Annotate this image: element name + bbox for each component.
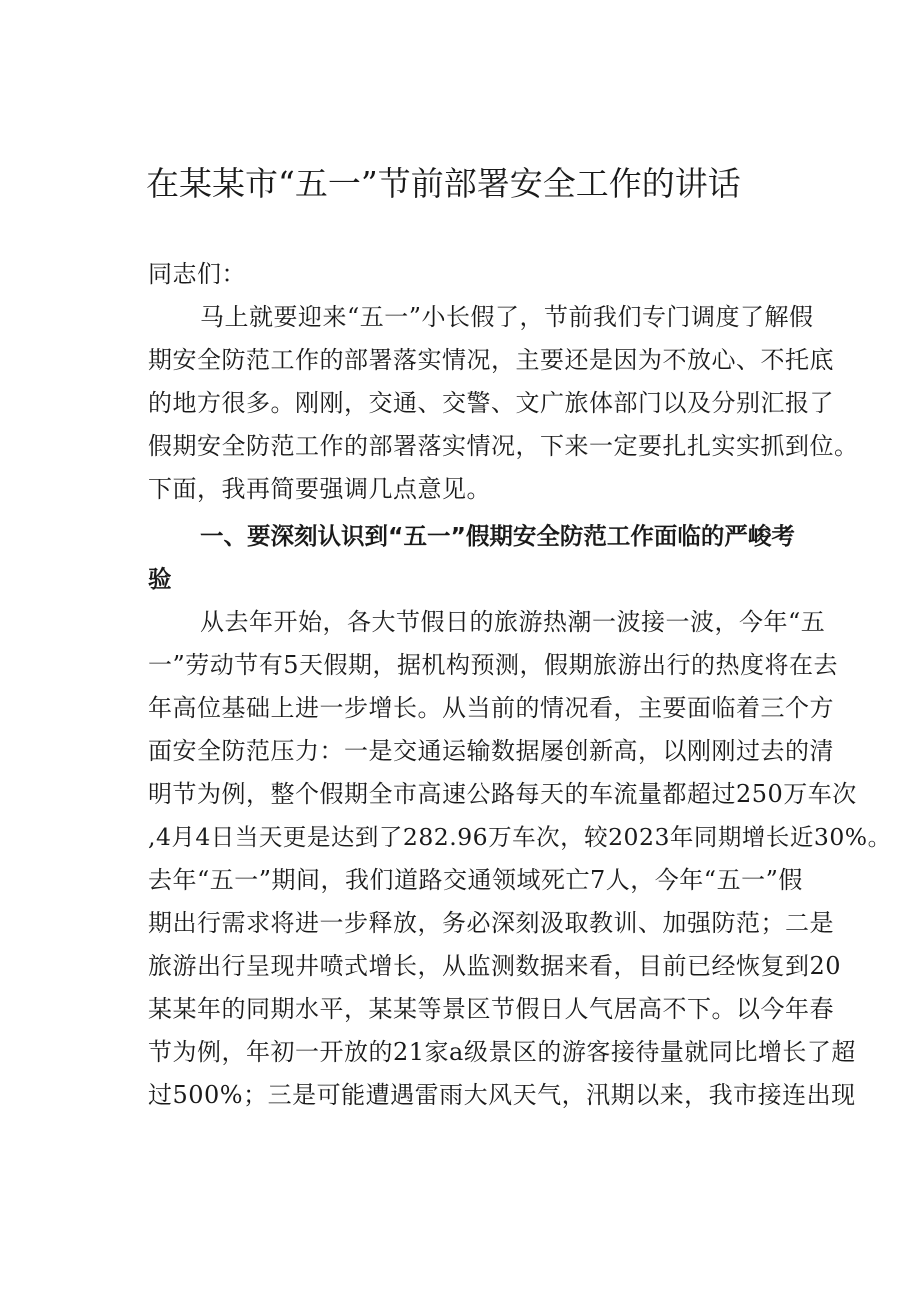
paragraph-line: 旅游出行呈现井喷式增长，从监测数据来看，目前已经恢复到20 <box>148 952 842 980</box>
paragraph-line: 某某年的同期水平，某某等景区节假日人气居高不下。以今年春 <box>148 995 834 1023</box>
section-heading: 一、要深刻认识到“五一”假期安全防范工作面临的严峻考 <box>200 522 795 550</box>
paragraph-line: 一”劳动节有5天假期，据机构预测，假期旅游出行的热度将在去 <box>148 651 839 679</box>
paragraph-line: 去年“五一”期间，我们道路交通领域死亡7人，今年“五一”假 <box>148 866 803 894</box>
paragraph-line: 从去年开始，各大节假日的旅游热潮一波接一波，今年“五 <box>200 608 826 636</box>
paragraph-line: 面安全防范压力：一是交通运输数据屡创新高，以刚刚过去的清 <box>148 737 834 765</box>
paragraph-line: 马上就要迎来“五一”小长假了，节前我们专门调度了解假 <box>200 303 814 331</box>
paragraph-line: 节为例，年初一开放的21家a级景区的游客接待量就同比增长了超 <box>148 1038 856 1066</box>
paragraph-line: 明节为例，整个假期全市高速公路每天的车流量都超过250万车次 <box>148 780 857 808</box>
document-title: 在某某市“五一”节前部署安全工作的讲话 <box>146 164 741 203</box>
paragraph-line: 假期安全防范工作的部署落实情况，下来一定要扎扎实实抓到位。 <box>148 432 859 460</box>
paragraph-line: 的地方很多。刚刚，交通、交警、文广旅体部门以及分别汇报了 <box>148 389 834 417</box>
paragraph-line: 下面，我再简要强调几点意见。 <box>148 475 491 503</box>
paragraph-line: 期安全防范工作的部署落实情况，主要还是因为不放心、不托底 <box>148 346 834 374</box>
section-heading: 验 <box>148 565 172 593</box>
paragraph-line: 过500%；三是可能遭遇雷雨大风天气，汛期以来，我市接连出现 <box>148 1081 856 1109</box>
paragraph-line: 年高位基础上进一步增长。从当前的情况看，主要面临着三个方 <box>148 694 834 722</box>
salutation: 同志们： <box>148 260 246 288</box>
paragraph-line: ,4月4日当天更是达到了282.96万车次，较2023年同期增长近30%。 <box>148 823 892 851</box>
paragraph-line: 期出行需求将进一步释放，务必深刻汲取教训、加强防范；二是 <box>148 909 834 937</box>
